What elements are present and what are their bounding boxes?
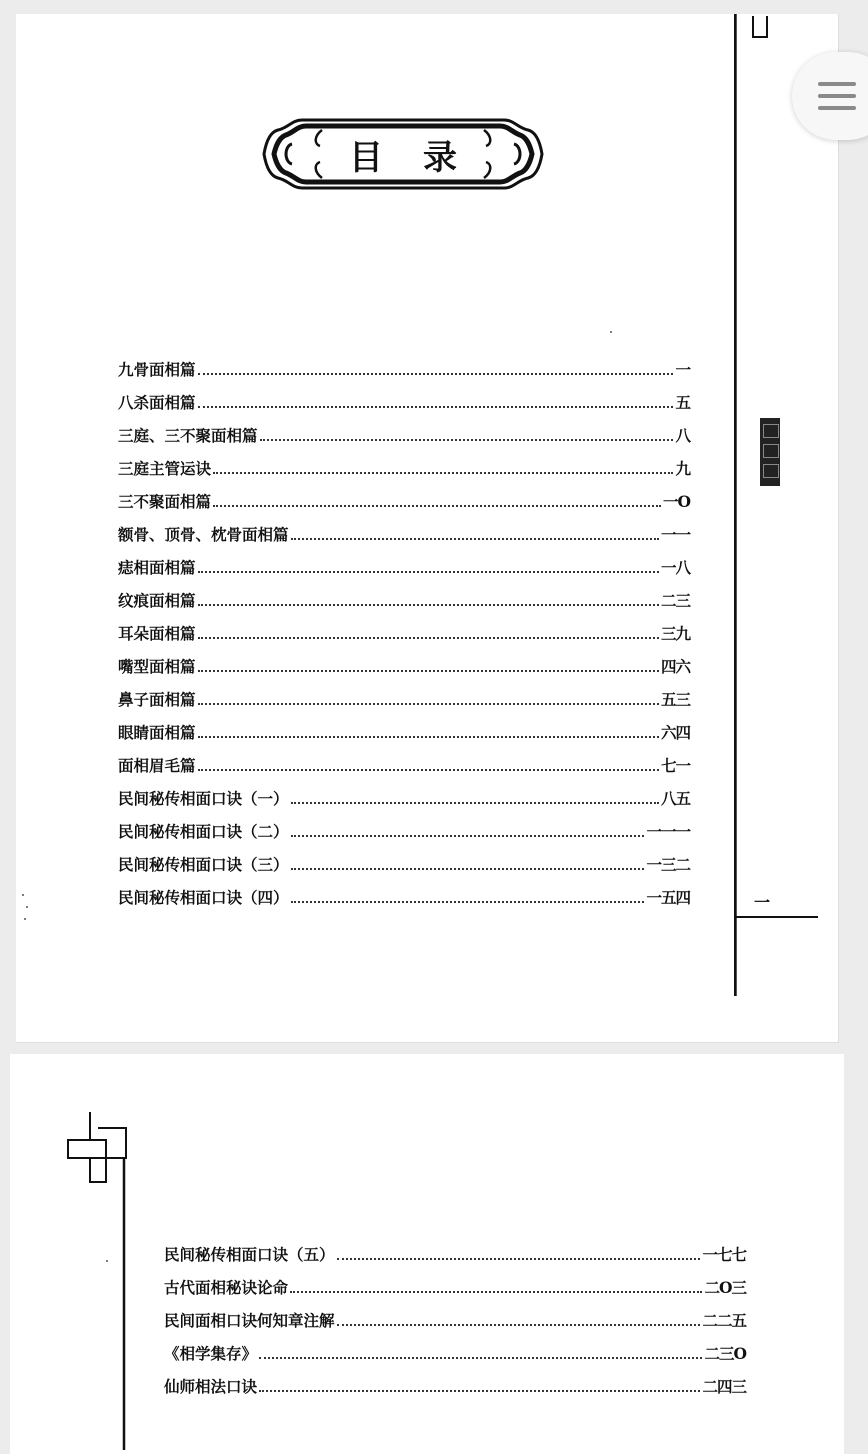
- toc-entry[interactable]: [164, 1232, 746, 1265]
- toc-entry-page: 八: [675, 426, 690, 445]
- toc-entry[interactable]: [118, 380, 690, 413]
- toc-entry[interactable]: [118, 875, 690, 908]
- toc-entry-title: 九骨面相篇: [118, 360, 196, 379]
- toc-leader-dots: [213, 504, 661, 507]
- toc-entry-title: 眼睛面相篇: [118, 723, 196, 742]
- toc-entry-page: 二四三: [702, 1377, 746, 1396]
- toc-leader-dots: [291, 867, 645, 870]
- toc-entry[interactable]: [118, 512, 690, 545]
- toc-leader-dots: [259, 1356, 702, 1359]
- toc-entry[interactable]: [118, 677, 690, 710]
- toc-entry[interactable]: [118, 413, 690, 446]
- toc-entry[interactable]: [164, 1265, 746, 1298]
- toc-entry-page: 二三O: [704, 1344, 746, 1363]
- toc-entry-title: 三庭主管运诀: [118, 459, 212, 478]
- toc-entry-page: 一七七: [702, 1245, 746, 1264]
- toc-leader-dots: [337, 1323, 701, 1326]
- toc-entry-page: 一: [675, 360, 690, 379]
- toc-entry-page: 二二五: [702, 1311, 746, 1330]
- document-page-1: [16, 14, 839, 1043]
- toc-entry[interactable]: [118, 710, 690, 743]
- toc-entry-page: 一三二: [646, 855, 690, 874]
- toc-entry[interactable]: [118, 842, 690, 875]
- toc-leader-dots: [198, 702, 659, 705]
- toc-leader-dots: [337, 1257, 701, 1260]
- toc-entry-page: 一一: [660, 525, 690, 544]
- toc-entry-page: 一一一: [646, 822, 690, 841]
- toc-entry-title: 《相学集存》: [164, 1344, 258, 1363]
- toc-entry-title: 三庭、三不聚面相篇: [118, 426, 258, 445]
- toc-leader-dots: [198, 735, 659, 738]
- toc-entry-title: 额骨、顶骨、枕骨面相篇: [118, 525, 289, 544]
- toc-entry[interactable]: [118, 578, 690, 611]
- toc-entry[interactable]: [118, 809, 690, 842]
- toc-entry[interactable]: [164, 1331, 746, 1364]
- toc-entry[interactable]: [118, 479, 690, 512]
- toc-entry-title: 民间秘传相面口诀（三）: [118, 855, 289, 874]
- toc-entry-page: 五: [675, 393, 690, 412]
- toc-entry-title: 民间秘传相面口诀（二）: [118, 822, 289, 841]
- toc-leader-dots: [198, 405, 674, 408]
- toc-entry-title: 鼻子面相篇: [118, 690, 196, 709]
- toc-leader-dots: [213, 471, 673, 474]
- toc-entry-page: 三九: [660, 624, 690, 643]
- toc-leader-dots: [198, 570, 659, 573]
- toc-entry-title: 耳朵面相篇: [118, 624, 196, 643]
- toc-entry-page: 四六: [660, 657, 690, 676]
- toc-entry-page: 六四: [660, 723, 690, 742]
- toc-entry-title: 仙师相法口诀: [164, 1377, 258, 1396]
- toc-entry[interactable]: [164, 1364, 746, 1397]
- toc-leader-dots: [259, 1389, 700, 1392]
- table-of-contents-list: [118, 347, 690, 908]
- toc-entry-title: 民间秘传相面口诀（一）: [118, 789, 289, 808]
- margin-corner-mark: [752, 16, 768, 38]
- toc-entry[interactable]: [118, 644, 690, 677]
- toc-leader-dots: [291, 801, 659, 804]
- toc-entry[interactable]: [118, 446, 690, 479]
- toc-entry[interactable]: [118, 743, 690, 776]
- toc-entry-page: 七一: [660, 756, 690, 775]
- toc-entry-title: 嘴型面相篇: [118, 657, 196, 676]
- toc-leader-dots: [290, 1290, 702, 1293]
- toc-entry-page: 八五: [660, 789, 690, 808]
- toc-entry-page: 二三: [660, 591, 690, 610]
- toc-leader-dots: [291, 900, 645, 903]
- toc-leader-dots: [198, 768, 659, 771]
- toc-entry-page: 二O三: [704, 1278, 746, 1297]
- toc-entry-title: 民间面相口诀何知章注解: [164, 1311, 335, 1330]
- toc-entry-page: 九: [675, 459, 690, 478]
- toc-leader-dots: [198, 669, 659, 672]
- toc-entry-page: 一五四: [646, 888, 690, 907]
- toc-entry[interactable]: [118, 347, 690, 380]
- table-of-contents-list-continued: [164, 1232, 746, 1397]
- toc-leader-dots: [198, 372, 674, 375]
- toc-title: 目录: [349, 137, 497, 178]
- toc-leader-dots: [291, 834, 645, 837]
- toc-entry-page: 一八: [660, 558, 690, 577]
- toc-entry-title: 民间秘传相面口诀（五）: [164, 1245, 335, 1264]
- hamburger-menu-icon: [818, 82, 856, 86]
- toc-entry-title: 痣相面相篇: [118, 558, 196, 577]
- toc-entry-title: 八杀面相篇: [118, 393, 196, 412]
- toc-title-cartouche: [262, 114, 544, 194]
- corner-ornament-icon: [66, 1110, 132, 1450]
- toc-entry[interactable]: [118, 611, 690, 644]
- toc-entry[interactable]: [118, 776, 690, 809]
- toc-leader-dots: [198, 636, 659, 639]
- toc-entry-page: 一O: [662, 492, 690, 511]
- toc-leader-dots: [291, 537, 659, 540]
- toc-leader-dots: [198, 603, 659, 606]
- margin-rule-inner: [736, 14, 737, 996]
- document-page-2: [10, 1054, 844, 1454]
- margin-page-number: 一: [754, 893, 771, 912]
- toc-entry-title: 纹痕面相篇: [118, 591, 196, 610]
- side-tab-label: [760, 418, 780, 486]
- toc-entry-title: 三不聚面相篇: [118, 492, 212, 511]
- toc-entry-title: 民间秘传相面口诀（四）: [118, 888, 289, 907]
- toc-entry-page: 五三: [660, 690, 690, 709]
- toc-entry[interactable]: [118, 545, 690, 578]
- toc-entry-title: 古代面相秘诀论命: [164, 1278, 289, 1297]
- footer-rule: [736, 916, 818, 918]
- toc-leader-dots: [260, 438, 674, 441]
- toc-entry-title: 面相眉毛篇: [118, 756, 196, 775]
- toc-entry[interactable]: [164, 1298, 746, 1331]
